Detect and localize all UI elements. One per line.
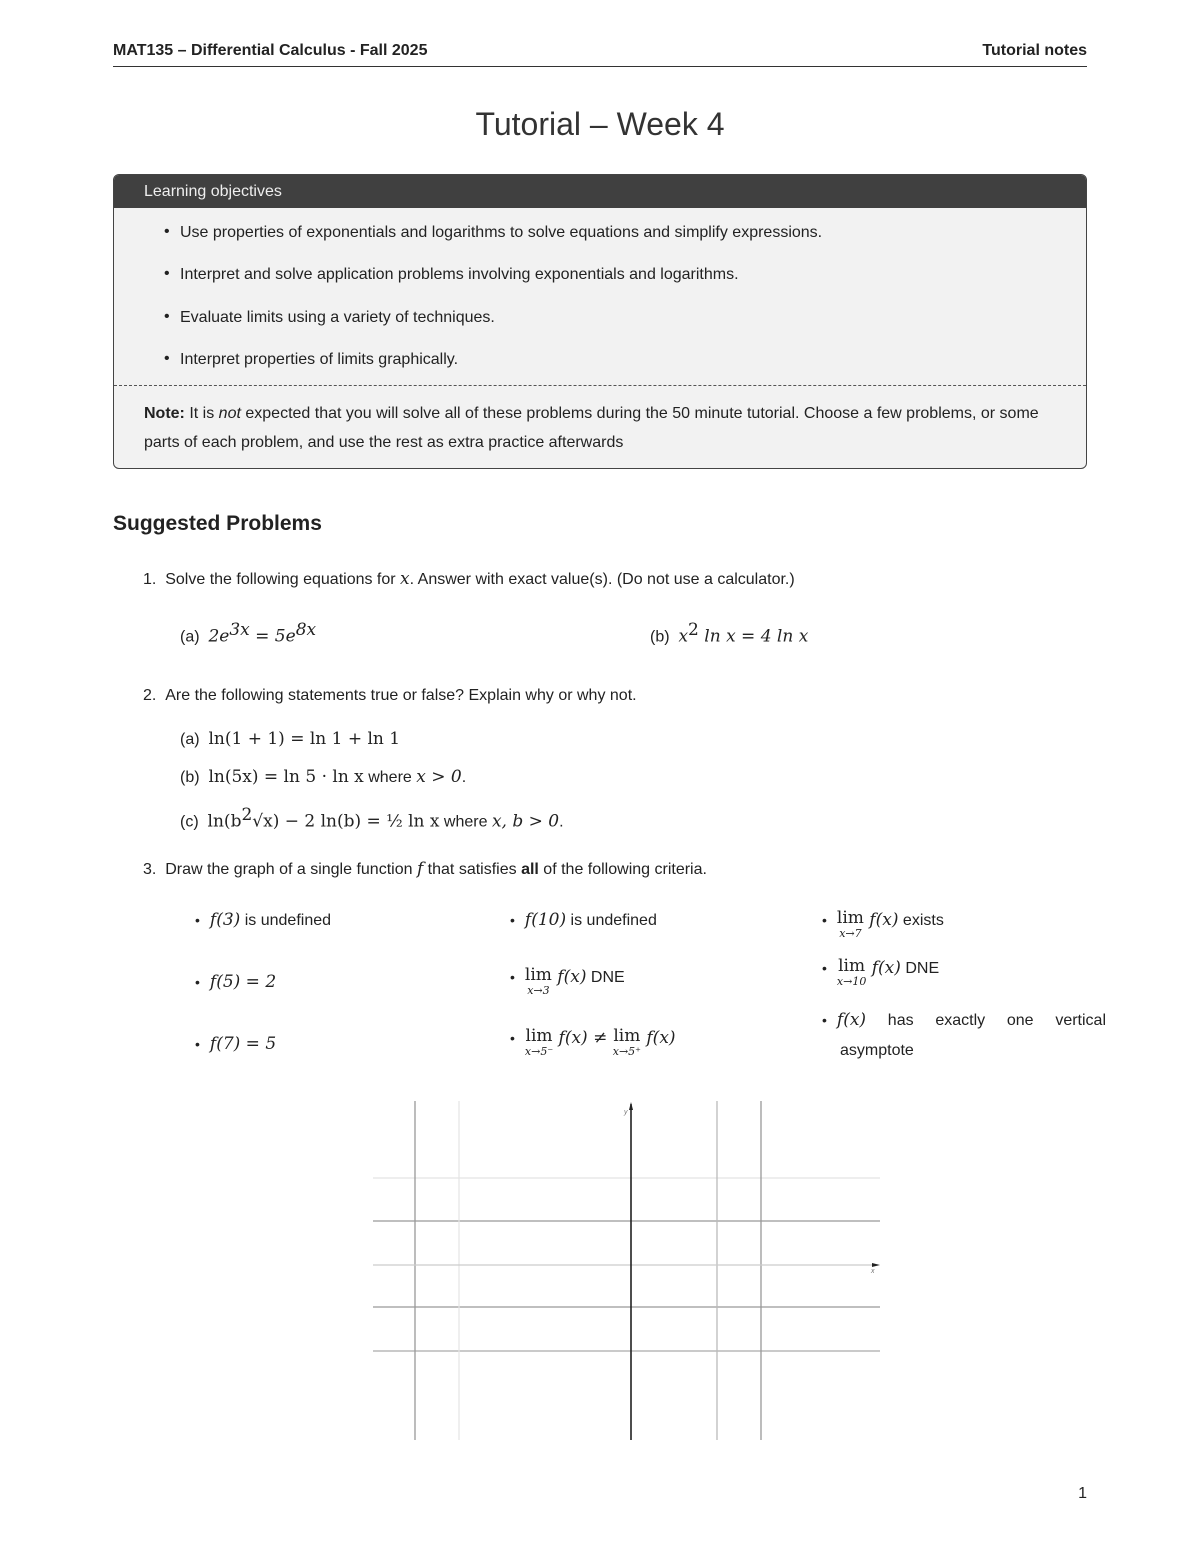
problem-2: 2. Are the following statements true or false? Explain why or why not. [143, 687, 637, 704]
y-axis-label: y [624, 1109, 628, 1116]
header-right: Tutorial notes [982, 42, 1087, 59]
grid-lines [373, 1101, 880, 1440]
x-axis-arrow [872, 1263, 880, 1267]
section-heading: Suggested Problems [113, 512, 322, 535]
objectives-heading: Learning objectives [114, 175, 1086, 208]
page-number: 1 [1078, 1485, 1087, 1502]
criterion: • f(3) is undefined [195, 910, 332, 930]
course-header: MAT135 – Differential Calculus - Fall 2025 [113, 42, 428, 59]
criterion: • lim x→5⁻ f(x) ≠ lim x→5⁺ f(x) [510, 1026, 676, 1058]
problem-2a: (a) ln(1 + 1) = ln 1 + ln 1 [180, 729, 401, 749]
criterion: • f(5) = 2 [195, 972, 277, 992]
criterion: • lim x→10 f(x) DNE [822, 956, 940, 988]
problem-1b: (b) $x^2$ ln x = 4 ln x [650, 620, 809, 647]
problem-3: 3. Draw the graph of a single function f that satisfies all of the following criteria. [143, 859, 707, 879]
criterion: • lim x→7 f(x) exists [822, 908, 944, 940]
criterion: • f(x) has exactly one vertical asymptote [822, 1010, 1106, 1059]
y-axis-arrow [629, 1102, 633, 1110]
objective-item: • Interpret properties of limits graphically. [164, 350, 459, 368]
page-title: Tutorial – Week 4 [475, 106, 725, 142]
problem-1: 1. Solve the following equations for x. Answer with exact value(s). (Do not use a calculator.) [143, 569, 795, 589]
problem-2c: (c) $\ln(b^2√x) - 2$ ln(b) = ½ ln x where x, b > 0. [180, 805, 564, 832]
objective-item: • Evaluate limits using a variety of techniques. [164, 308, 495, 326]
objective-item: • Use properties of exponentials and logarithms to solve equations and simplify expressions. [164, 223, 823, 241]
criterion: • f(10) is undefined [510, 910, 657, 930]
problem-2b: (b) ln(5x) = ln 5 · ln x where x > 0. [180, 767, 467, 787]
note: Note: It is not expected that you will solve all of these problems during the 50 minute tutorial. Choose a few problems, or some parts of each problem, and use the rest as extra practice afterwards [144, 405, 1039, 451]
x-axis-label: x [871, 1268, 875, 1275]
objective-item: • Interpret and solve application problems involving exponentials and logarithms. [164, 265, 739, 283]
problem-1a: (a) $2e^{3x} = 5e^{8x}$ [180, 620, 317, 647]
criterion: • f(7) = 5 [195, 1034, 277, 1054]
criterion: • lim x→3 f(x) DNE [510, 965, 625, 997]
